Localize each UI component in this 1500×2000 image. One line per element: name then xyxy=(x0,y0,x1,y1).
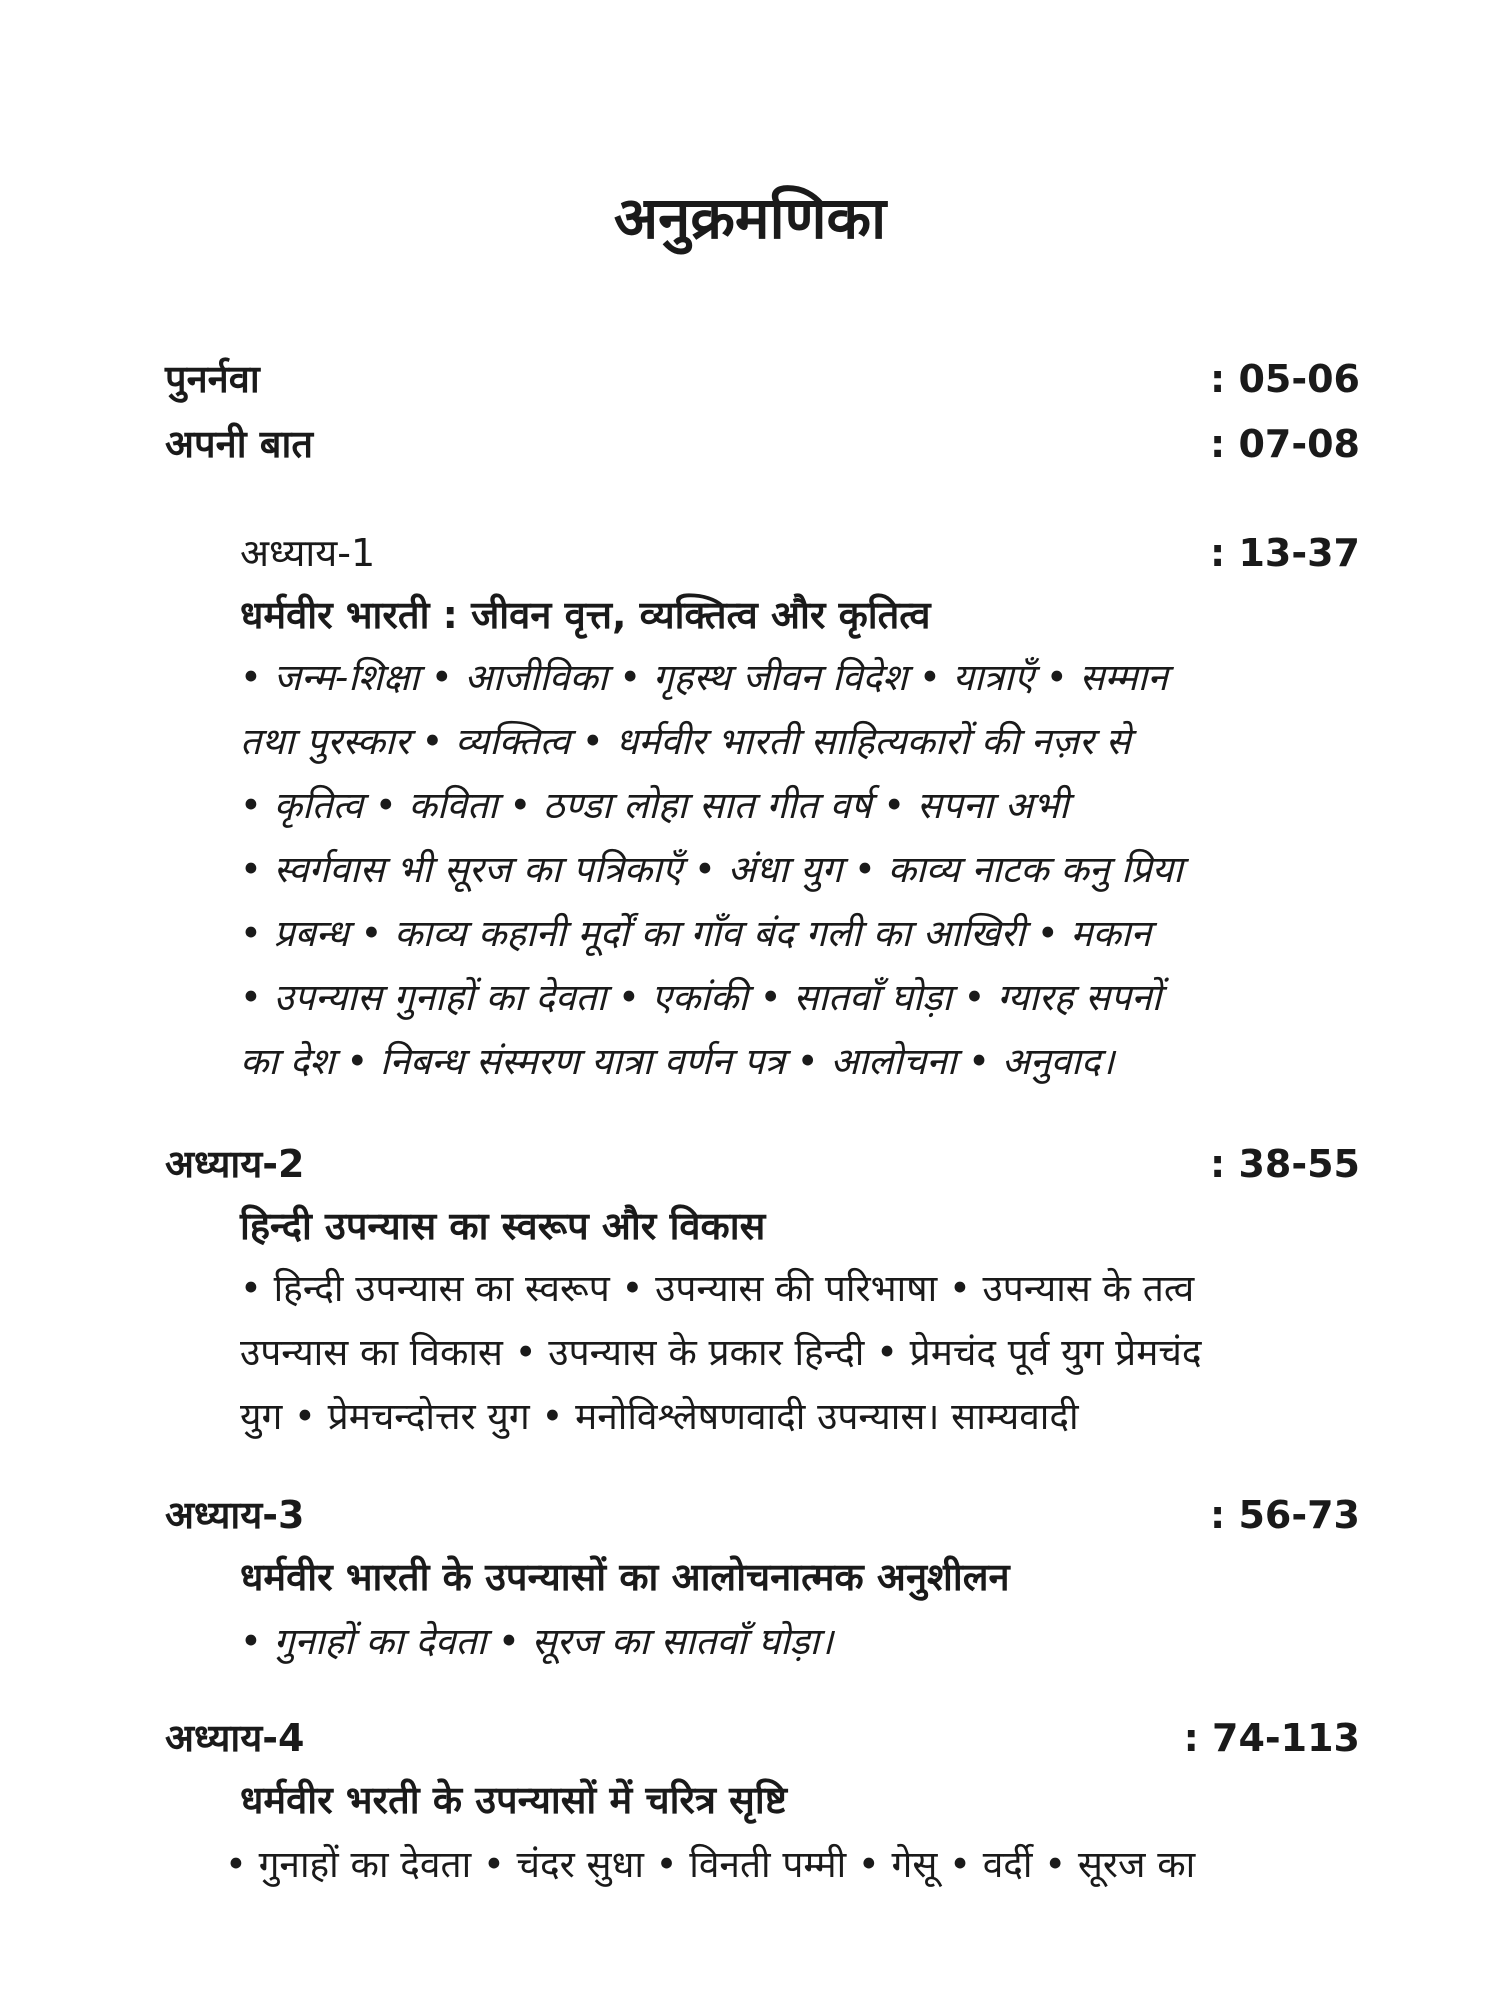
chapter-1-topics xyxy=(240,646,1183,1094)
chapter-2-title: हिन्दी उपन्यास का स्वरूप और विकास xyxy=(240,1204,766,1248)
chapter-1-label: अध्याय-1 xyxy=(240,531,376,575)
front-matter-label-punarnava: पुनर्नवा xyxy=(165,357,260,401)
chapter-1-title: धर्मवीर भारती : जीवन वृत्त, व्यक्तित्व और कृतित्व xyxy=(240,593,931,637)
topic-line: • गुनाहों का देवता • चंदर सुधा • विनती पम्मी • गेसू • वर्दी • सूरज का xyxy=(225,1843,1196,1886)
chapter-1-pages: : 13-37 xyxy=(1210,531,1360,575)
chapter-3-label: अध्याय-3 xyxy=(165,1493,305,1537)
topic-line: • कृतित्व • कविता • ठण्डा लोहा सात गीत वर्ष • सपना अभी xyxy=(240,784,1069,827)
topic-line: • स्वर्गवास भी सूरज का पत्रिकाएँ • अंधा युग • काव्य नाटक कनु प्रिया xyxy=(240,848,1183,891)
front-matter-pages-apni-baat: : 07-08 xyxy=(1210,422,1360,466)
topic-line: • उपन्यास गुनाहों का देवता • एकांकी • सातवाँ घोड़ा • ग्यारह सपनों xyxy=(240,976,1162,1019)
chapter-2-topics xyxy=(240,1257,1202,1449)
topic-line: • प्रबन्ध • काव्य कहानी मूर्दों का गाँव बंद गली का आखिरी • मकान xyxy=(240,912,1152,955)
topic-line: • जन्म-शिक्षा • आजीविका • गृहस्थ जीवन विदेश • यात्राएँ • सम्मान xyxy=(240,656,1168,699)
chapter-4-pages: : 74-113 xyxy=(1183,1716,1360,1760)
front-matter-label-apni-baat: अपनी बात xyxy=(165,422,313,466)
topic-line: • गुनाहों का देवता • सूरज का सातवाँ घोड़ा। xyxy=(240,1620,834,1663)
topic-line: युग • प्रेमचन्दोत्तर युग • मनोविश्लेषणवादी उपन्यास। साम्यवादी xyxy=(240,1395,1079,1438)
topic-line: का देश • निबन्ध संस्मरण यात्रा वर्णन पत्र • आलोचना • अनुवाद। xyxy=(240,1040,1115,1083)
chapter-2-label: अध्याय-2 xyxy=(165,1142,305,1186)
chapter-2-pages: : 38-55 xyxy=(1210,1142,1360,1186)
topic-line: उपन्यास का विकास • उपन्यास के प्रकार हिन्दी • प्रेमचंद पूर्व युग प्रेमचंद xyxy=(240,1331,1202,1374)
page-title: अनुक्रमणिका xyxy=(613,184,887,252)
chapter-4-title: धर्मवीर भरती के उपन्यासों में चरित्र सृष्टि xyxy=(240,1778,787,1822)
chapter-4-label: अध्याय-4 xyxy=(165,1716,305,1760)
chapter-3-pages: : 56-73 xyxy=(1210,1493,1360,1537)
chapter-3-topics xyxy=(240,1610,833,1674)
topic-line: • हिन्दी उपन्यास का स्वरूप • उपन्यास की परिभाषा • उपन्यास के तत्व xyxy=(240,1267,1195,1310)
front-matter-pages-punarnava: : 05-06 xyxy=(1210,357,1360,401)
chapter-3-title: धर्मवीर भारती के उपन्यासों का आलोचनात्मक अनुशीलन xyxy=(240,1555,1010,1599)
topic-line: तथा पुरस्कार • व्यक्तित्व • धर्मवीर भारती साहित्यकारों की नज़र से xyxy=(240,720,1131,763)
chapter-4-topics xyxy=(225,1833,1195,1897)
